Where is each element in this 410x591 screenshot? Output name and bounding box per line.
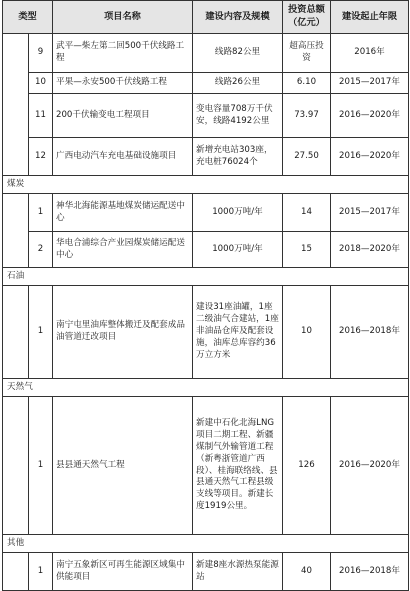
project-investment: 10 [283, 286, 331, 379]
project-scope: 新增充电站303座，充电桩76024个 [193, 138, 283, 176]
header-investment [283, 1, 331, 34]
table-row [3, 194, 409, 232]
project-scope: 新建中石化北海LNG项目二期工程、新疆煤制气外输管道工程（新粤浙管道广西段）、桂海联络线、县县通天然气工程县级支线等项目。新建长度1919公里。 [193, 397, 283, 535]
row-number: 1 [29, 194, 53, 232]
project-investment: 超高压投资 [283, 34, 331, 73]
project-years: 2016—2020年 [331, 94, 409, 138]
project-investment: 14 [283, 194, 331, 232]
category-cell [3, 94, 29, 138]
table-row [3, 94, 409, 138]
project-years: 2015—2017年 [331, 194, 409, 232]
table-row [3, 73, 409, 94]
table-row [3, 138, 409, 176]
category-cell [3, 138, 29, 176]
project-table [2, 0, 409, 591]
category-cell [3, 194, 29, 232]
project-name: 200千伏输变电工程项目 [53, 94, 193, 138]
category-label: 煤炭 [3, 176, 409, 194]
header-row [3, 1, 409, 34]
table-row [3, 34, 409, 73]
category-cell [3, 34, 29, 73]
project-years: 2016年 [331, 34, 409, 73]
category-label: 其他 [3, 535, 409, 553]
project-years: 2016—2020年 [331, 138, 409, 176]
project-scope: 建设31座油罐，1座二级油气合建站，1座非油品仓库及配套设施，油库总库容约36万立方米 [193, 286, 283, 379]
row-number: 12 [29, 138, 53, 176]
category-row-other [3, 535, 409, 553]
header-years: 建设起止年限 [331, 1, 409, 34]
project-investment: 73.97 [283, 94, 331, 138]
project-investment: 27.50 [283, 138, 331, 176]
project-scope: 线路82公里 [193, 34, 283, 73]
project-investment: 6.10 [283, 73, 331, 94]
header-scope: 建设内容及规模 [193, 1, 283, 34]
project-years: 2016—2018年 [331, 286, 409, 379]
header-investment-line1: 投资总额 [288, 4, 325, 16]
project-years: 2016—2018年 [331, 553, 409, 591]
project-name: 神华北海能源基地煤炭储运配送中心 [53, 194, 193, 232]
project-scope: 1000万吨/年 [193, 194, 283, 232]
project-scope: 线路26公里 [193, 73, 283, 94]
category-label: 天然气 [3, 379, 409, 397]
project-scope: 变电容量708万千伏安，线路4192公里 [193, 94, 283, 138]
category-cell [3, 232, 29, 268]
category-label: 石油 [3, 268, 409, 286]
category-cell [3, 286, 29, 379]
row-number: 11 [29, 94, 53, 138]
project-name: 县县通天然气工程 [53, 397, 193, 535]
row-number: 2 [29, 232, 53, 268]
row-number: 1 [29, 286, 53, 379]
row-number: 9 [29, 34, 53, 73]
header-category: 类型 [3, 1, 53, 34]
row-number: 1 [29, 397, 53, 535]
project-investment: 126 [283, 397, 331, 535]
project-scope: 1000万吨/年 [193, 232, 283, 268]
category-cell [3, 397, 29, 535]
project-years: 2018—2020年 [331, 232, 409, 268]
project-investment: 40 [283, 553, 331, 591]
project-name: 南宁五象新区可再生能源区域集中供能项目 [53, 553, 193, 591]
category-row-coal [3, 176, 409, 194]
project-scope: 新建8座水源热泵能源站 [193, 553, 283, 591]
header-investment-line2: （亿元） [288, 17, 325, 28]
table-row [3, 397, 409, 535]
project-years: 2015—2017年 [331, 73, 409, 94]
category-cell [3, 73, 29, 94]
project-name: 华电合浦综合产业园煤炭储运配送中心 [53, 232, 193, 268]
project-investment: 15 [283, 232, 331, 268]
row-number: 10 [29, 73, 53, 94]
project-name: 南宁屯里油库整体搬迁及配套成品油管道迁改项目 [53, 286, 193, 379]
project-name: 广西电动汽车充电基础设施项目 [53, 138, 193, 176]
category-row-gas [3, 379, 409, 397]
row-number: 1 [29, 553, 53, 591]
category-cell [3, 553, 29, 591]
table-row [3, 553, 409, 591]
table-row [3, 286, 409, 379]
header-project: 项目名称 [53, 1, 193, 34]
project-name: 平果—永安500千伏线路工程 [53, 73, 193, 94]
project-years: 2016—2020年 [331, 397, 409, 535]
table-row [3, 232, 409, 268]
project-name: 武平—柴左第二回500千伏线路工程 [53, 34, 193, 73]
category-row-oil [3, 268, 409, 286]
